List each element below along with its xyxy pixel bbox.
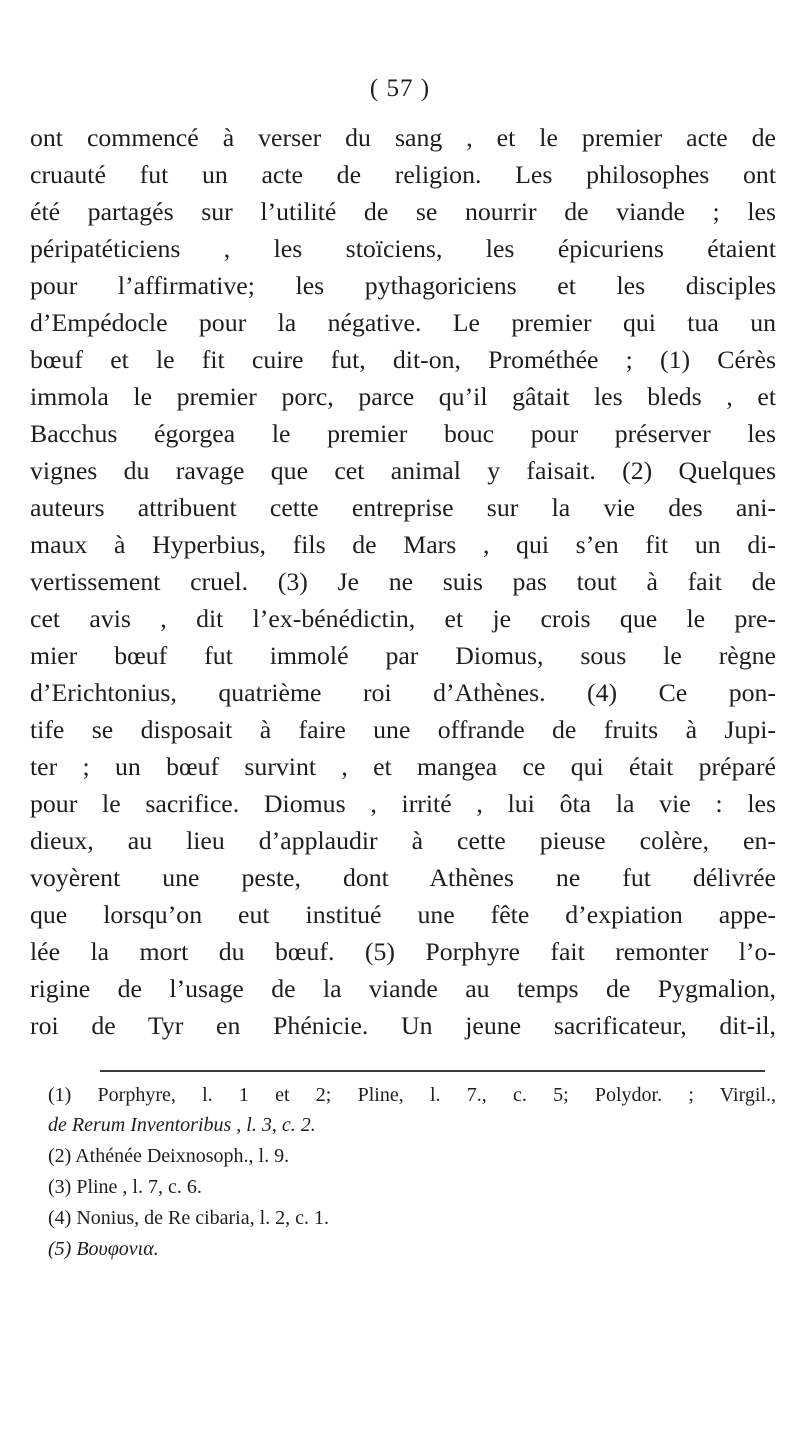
footnote: (3) Pline , l. 7, c. 6. xyxy=(48,1176,202,1198)
text-line: dieux, au lieu d’applaudir à cette pieuse colère, en- xyxy=(30,826,776,855)
text-line: pour l’affirmative; les pythagoriciens et les disciples xyxy=(30,271,776,300)
text-line: bœuf et le fit cuire fut, dit-on, Prométhée ; (1) Cérès xyxy=(30,345,776,374)
footnote-continuation: de Rerum Inventoribus , l. 3, c. 2. xyxy=(48,1114,316,1136)
text-line: ter ; un bœuf survint , et mangea ce qui était préparé xyxy=(30,752,776,781)
text-line: cet avis , dit l’ex-bénédictin, et je crois que le pre- xyxy=(30,604,776,633)
text-line: mier bœuf fut immolé par Diomus, sous le règne xyxy=(30,641,776,670)
text-line: tife se disposait à faire une offrande de fruits à Jupi- xyxy=(30,715,776,744)
footnote: (1) Porphyre, l. 1 et 2; Pline, l. 7., c. 5; Polydor. ; Virgil., xyxy=(48,1084,776,1106)
footnote: (2) Athénée Deixnosoph., l. 9. xyxy=(48,1145,290,1167)
text-line: vignes du ravage que cet animal y faisait. (2) Quelques xyxy=(30,456,776,485)
footnote: (4) Nonius, de Re cibaria, l. 2, c. 1. xyxy=(48,1207,330,1229)
text-line: Bacchus égorgea le premier bouc pour préserver les xyxy=(30,419,776,448)
text-line: maux à Hyperbius, fils de Mars , qui s’en fit un di- xyxy=(30,530,776,559)
text-line: péripatéticiens , les stoïciens, les épicuriens étaient xyxy=(30,234,776,263)
footnote: (5) Βουφονια. xyxy=(48,1238,159,1260)
footnote-divider xyxy=(100,1070,765,1072)
text-line: d’Empédocle pour la négative. Le premier qui tua un xyxy=(30,308,776,337)
text-line: lée la mort du bœuf. (5) Porphyre fait remonter l’o- xyxy=(30,937,776,966)
text-line: vertissement cruel. (3) Je ne suis pas tout à fait de xyxy=(30,567,776,596)
text-line: immola le premier porc, parce qu’il gâtait les bleds , et xyxy=(30,382,776,411)
text-line: rigine de l’usage de la viande au temps de Pygmalion, xyxy=(30,974,776,1003)
text-line: pour le sacrifice. Diomus , irrité , lui ôta la vie : les xyxy=(30,789,776,818)
text-line: auteurs attribuent cette entreprise sur la vie des ani- xyxy=(30,493,776,522)
page-number: ( 57 ) xyxy=(369,75,431,102)
text-line: été partagés sur l’utilité de se nourrir de viande ; les xyxy=(30,197,776,226)
text-line: cruauté fut un acte de religion. Les philosophes ont xyxy=(30,160,776,189)
text-line: voyèrent une peste, dont Athènes ne fut délivrée xyxy=(30,863,776,892)
text-line: roi de Tyr en Phénicie. Un jeune sacrificateur, dit-il, xyxy=(30,1011,776,1040)
text-line: que lorsqu’on eut institué une fête d’expiation appe- xyxy=(30,900,776,929)
text-line: ont commencé à verser du sang , et le premier acte de xyxy=(30,123,776,152)
text-line: d’Erichtonius, quatrième roi d’Athènes. (4) Ce pon- xyxy=(30,678,776,707)
